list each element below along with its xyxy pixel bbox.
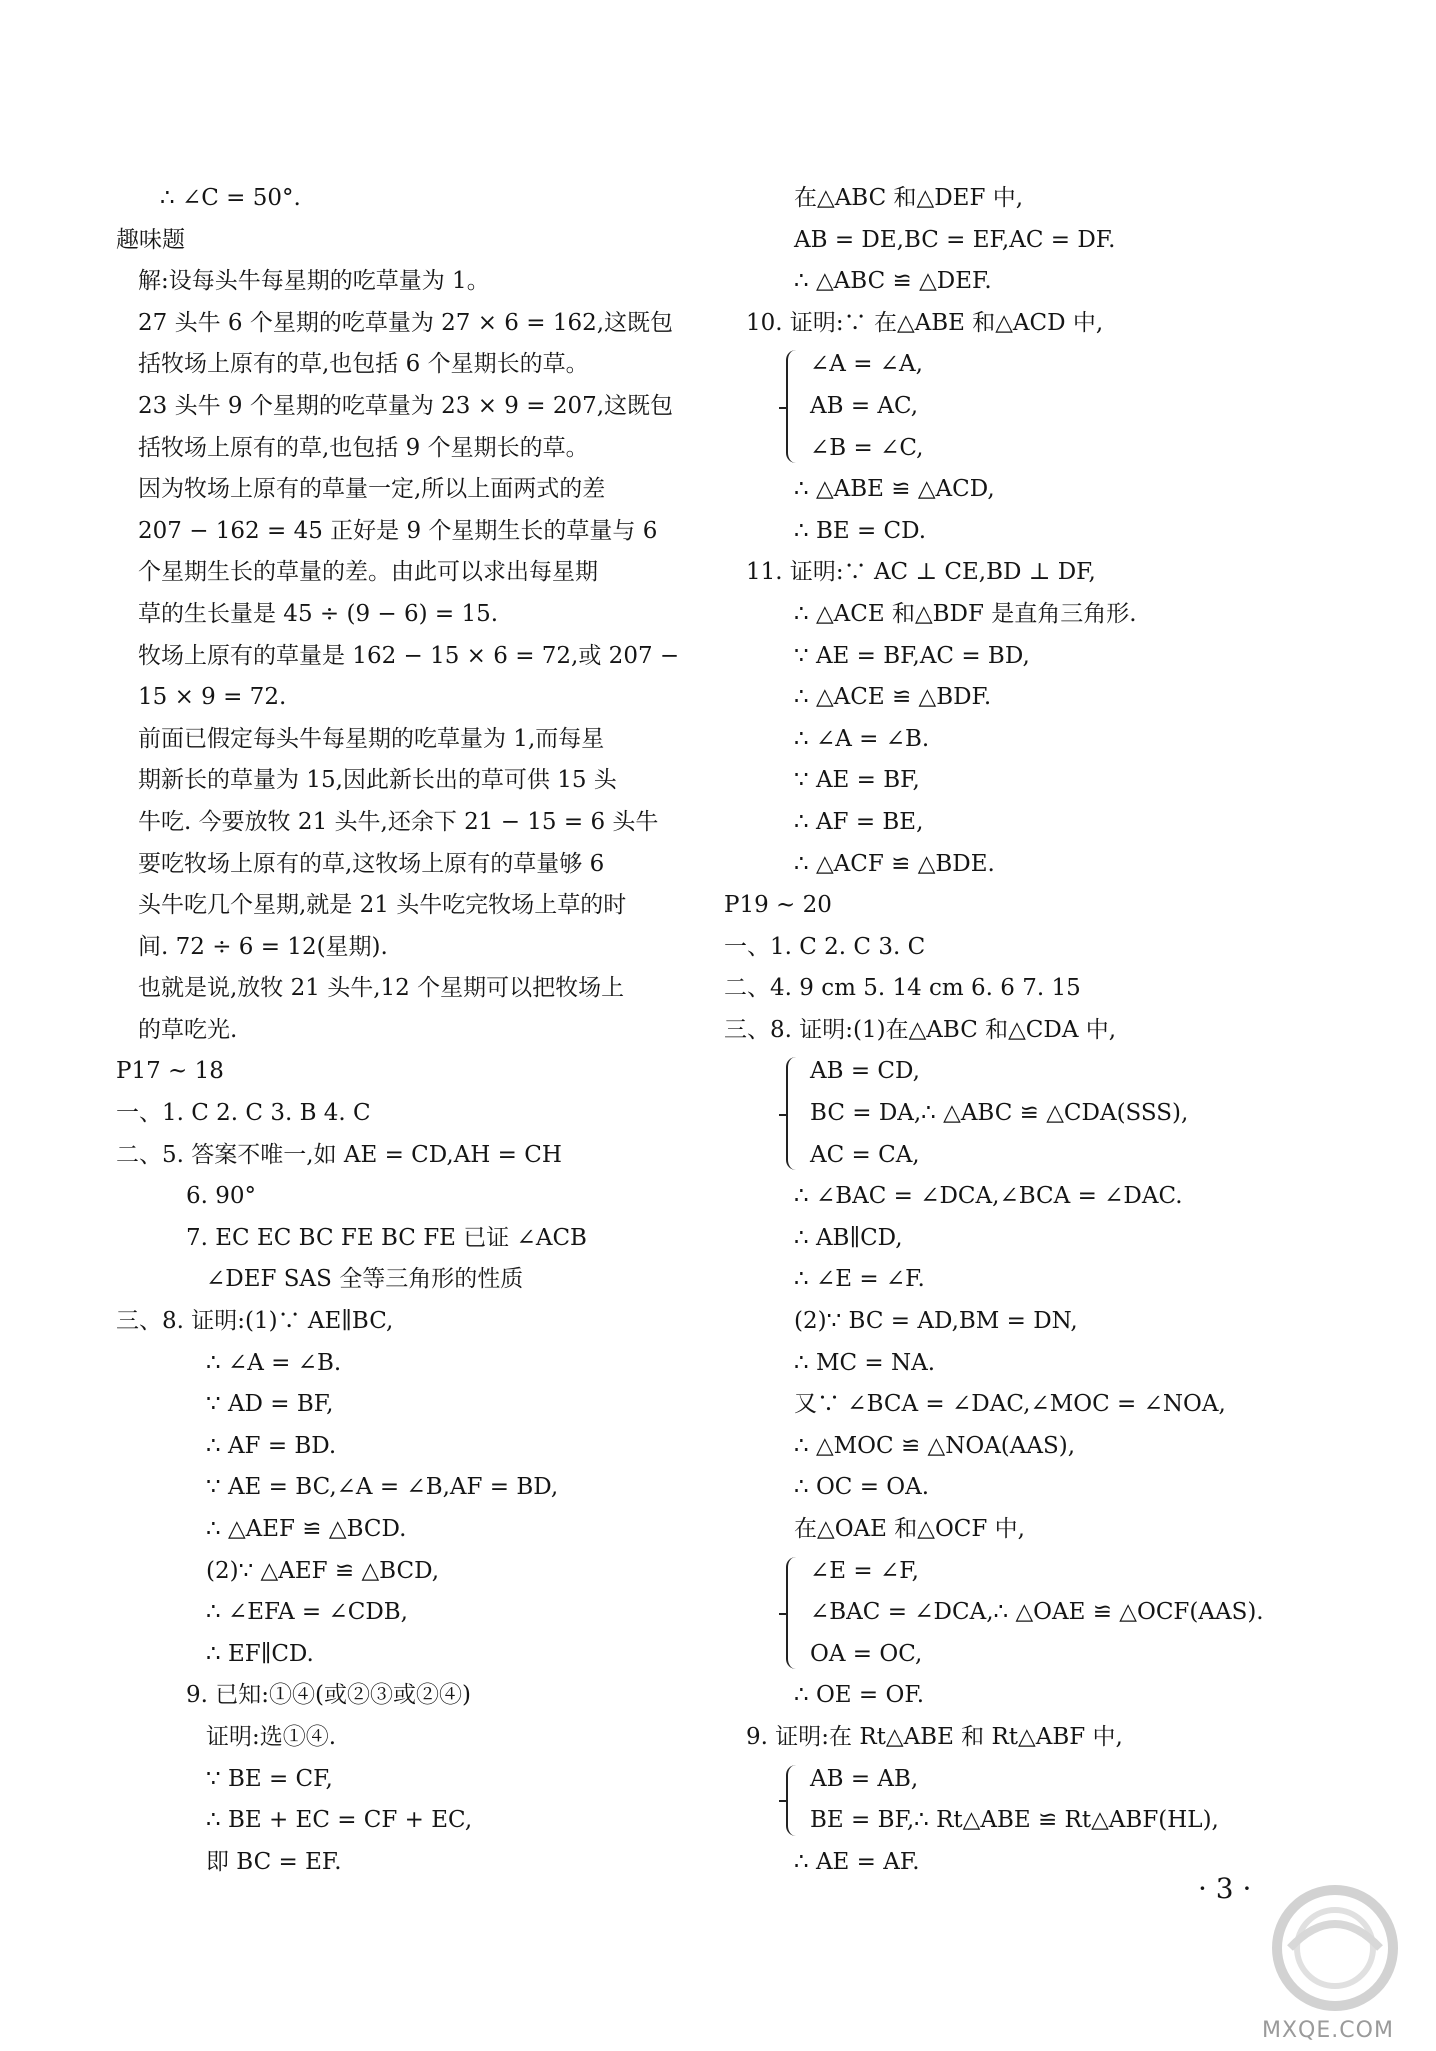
text-line: ∵ AE = BF, [794, 767, 920, 794]
text-line: AB = DE,BC = EF,AC = DF. [794, 226, 1116, 253]
watermark-logo-icon [1250, 1870, 1420, 2040]
text-line: 个星期生长的草量的差。由此可以求出每星期 [138, 559, 598, 586]
text-line: ∴ BE + EC = CF + EC, [206, 1807, 473, 1834]
text-line: 牛吃. 今要放牧 21 头牛,还余下 21 − 15 = 6 头牛 [138, 808, 659, 835]
text-line: 三、8. 证明:(1)在△ABC 和△CDA 中, [724, 1016, 1117, 1043]
text-line: 一、1. C 2. C 3. B 4. C [116, 1100, 371, 1127]
equation-system [724, 1759, 1344, 1842]
equation-system [724, 1551, 1344, 1676]
text-line: 牧场上原有的草量是 162 − 15 × 6 = 72,或 207 − [138, 642, 680, 669]
text-line: 6. 90° [186, 1183, 257, 1210]
text-line: 23 头牛 9 个星期的吃草量为 23 × 9 = 207,这既包 [138, 392, 674, 419]
text-line: ∴ ∠C = 50°. [160, 185, 301, 211]
text-line: ∵ AE = BF,AC = BD, [794, 642, 1030, 669]
text-line: 趣味题 [116, 226, 185, 253]
equation-line: AC = CA, [810, 1141, 920, 1168]
text-line: 头牛吃几个星期,就是 21 头牛吃完牧场上草的时 [138, 892, 627, 919]
text-line: 15 × 9 = 72. [138, 684, 287, 711]
equation-line: BC = DA,∴ △ABC ≌ △CDA(SSS), [810, 1100, 1189, 1127]
text-line: 二、4. 9 cm 5. 14 cm 6. 6 7. 15 [724, 975, 1081, 1002]
text-line: 10. 证明:∵ 在△ABE 和△ACD 中, [746, 309, 1104, 336]
equation-line: AB = AB, [810, 1765, 919, 1792]
text-line: (2)∵ △AEF ≌ △BCD, [206, 1557, 440, 1584]
text-line: 一、1. C 2. C 3. C [724, 933, 926, 960]
text-line: ∴ △ABC ≌ △DEF. [794, 268, 992, 295]
text-line: 因为牧场上原有的草量一定,所以上面两式的差 [138, 476, 606, 503]
text-line: P19 ~ 20 [724, 892, 832, 919]
text-line: ∵ AE = BC,∠A = ∠B,AF = BD, [206, 1474, 559, 1501]
text-line: 也就是说,放牧 21 头牛,12 个星期可以把牧场上 [138, 975, 625, 1002]
text-line: ∴ △ACF ≌ △BDE. [794, 850, 995, 877]
text-line: 括牧场上原有的草,也包括 6 个星期长的草。 [138, 351, 589, 378]
text-line: ∴ △AEF ≌ △BCD. [206, 1516, 407, 1542]
text-line: ∠DEF SAS 全等三角形的性质 [206, 1266, 524, 1293]
text-line: 9. 证明:在 Rt△ABE 和 Rt△ABF 中, [746, 1723, 1123, 1750]
text-line: ∴ EF∥CD. [206, 1640, 314, 1667]
equation-line: AB = CD, [810, 1058, 920, 1085]
equation-line: ∠E = ∠F, [810, 1557, 919, 1584]
text-line: 期新长的草量为 15,因此新长出的草可供 15 头 [138, 767, 617, 794]
text-line: ∵ BE = CF, [206, 1765, 333, 1792]
text-line: 在△ABC 和△DEF 中, [794, 185, 1024, 211]
text-line: ∴ AF = BD. [206, 1432, 337, 1459]
text-line: P17 ~ 18 [116, 1058, 224, 1085]
text-line: 的草吃光. [138, 1016, 238, 1043]
text-line: ∴ OE = OF. [794, 1682, 925, 1709]
text-line: ∴ △ABE ≌ △ACD, [794, 476, 995, 503]
text-line: 括牧场上原有的草,也包括 9 个星期长的草。 [138, 434, 589, 461]
text-line: ∴ ∠A = ∠B. [794, 725, 930, 752]
text-line: ∴ △ACE 和△BDF 是直角三角形. [794, 600, 1137, 627]
brace-icon [786, 1557, 798, 1670]
text-line: 要吃牧场上原有的草,这牧场上原有的草量够 6 [138, 850, 605, 877]
text-line: ∴ AB∥CD, [794, 1224, 903, 1251]
text-line: ∴ ∠A = ∠B. [206, 1349, 342, 1376]
text-line: ∴ BE = CD. [794, 517, 927, 544]
text-line: 又∵ ∠BCA = ∠DAC,∠MOC = ∠NOA, [794, 1391, 1226, 1418]
text-line: 间. 72 ÷ 6 = 12(星期). [138, 933, 388, 960]
text-line: 三、8. 证明:(1)∵ AE∥BC, [116, 1308, 394, 1335]
text-line: ∴ AE = AF. [794, 1848, 920, 1875]
text-line: ∴ ∠EFA = ∠CDB, [206, 1599, 408, 1626]
text-line: 7. EC EC BC FE BC FE 已证 ∠ACB [186, 1224, 587, 1251]
equation-line: OA = OC, [810, 1640, 923, 1667]
text-line: 二、5. 答案不唯一,如 AE = CD,AH = CH [116, 1141, 562, 1168]
text-line: ∴ ∠E = ∠F. [794, 1266, 925, 1293]
equation-line: ∠BAC = ∠DCA,∴ △OAE ≌ △OCF(AAS). [810, 1599, 1264, 1626]
text-line: ∴ △MOC ≌ △NOA(AAS), [794, 1432, 1076, 1459]
equation-line: BE = BF,∴ Rt△ABE ≌ Rt△ABF(HL), [810, 1807, 1219, 1834]
text-line: 证明:选①④. [206, 1723, 337, 1750]
watermark-url: MXQE.COM [1262, 2018, 1394, 2043]
text-line: (2)∵ BC = AD,BM = DN, [794, 1308, 1078, 1335]
equation-line: ∠B = ∠C, [810, 434, 924, 461]
text-line: ∴ AF = BE, [794, 808, 924, 835]
page-number: · 3 · [1198, 1872, 1252, 1905]
equation-system [724, 344, 1344, 469]
text-line: ∴ △ACE ≌ △BDF. [794, 684, 992, 711]
brace-icon [786, 1057, 798, 1170]
text-line: 前面已假定每头牛每星期的吃草量为 1,而每星 [138, 725, 605, 752]
text-line: ∵ AD = BF, [206, 1391, 334, 1418]
text-line: 草的生长量是 45 ÷ (9 − 6) = 15. [138, 600, 499, 627]
text-line: ∴ OC = OA. [794, 1474, 930, 1501]
equation-line: AB = AC, [810, 392, 919, 419]
text-line: 207 − 162 = 45 正好是 9 个星期生长的草量与 6 [138, 517, 658, 544]
brace-icon [786, 1765, 798, 1836]
equation-system [724, 1051, 1344, 1176]
right-column [724, 178, 1344, 1883]
text-line: ∴ ∠BAC = ∠DCA,∠BCA = ∠DAC. [794, 1183, 1183, 1210]
text-line: 27 头牛 6 个星期的吃草量为 27 × 6 = 162,这既包 [138, 309, 674, 336]
text-line: 11. 证明:∵ AC ⊥ CE,BD ⊥ DF, [746, 559, 1096, 586]
text-line: 在△OAE 和△OCF 中, [794, 1516, 1025, 1542]
brace-icon [786, 350, 798, 463]
text-line: 9. 已知:①④(或②③或②④) [186, 1682, 471, 1709]
text-line: 即 BC = EF. [206, 1848, 342, 1875]
equation-line: ∠A = ∠A, [810, 351, 923, 378]
text-line: 解:设每头牛每星期的吃草量为 1。 [138, 268, 490, 295]
text-line: ∴ MC = NA. [794, 1349, 936, 1376]
left-column [116, 178, 680, 1883]
